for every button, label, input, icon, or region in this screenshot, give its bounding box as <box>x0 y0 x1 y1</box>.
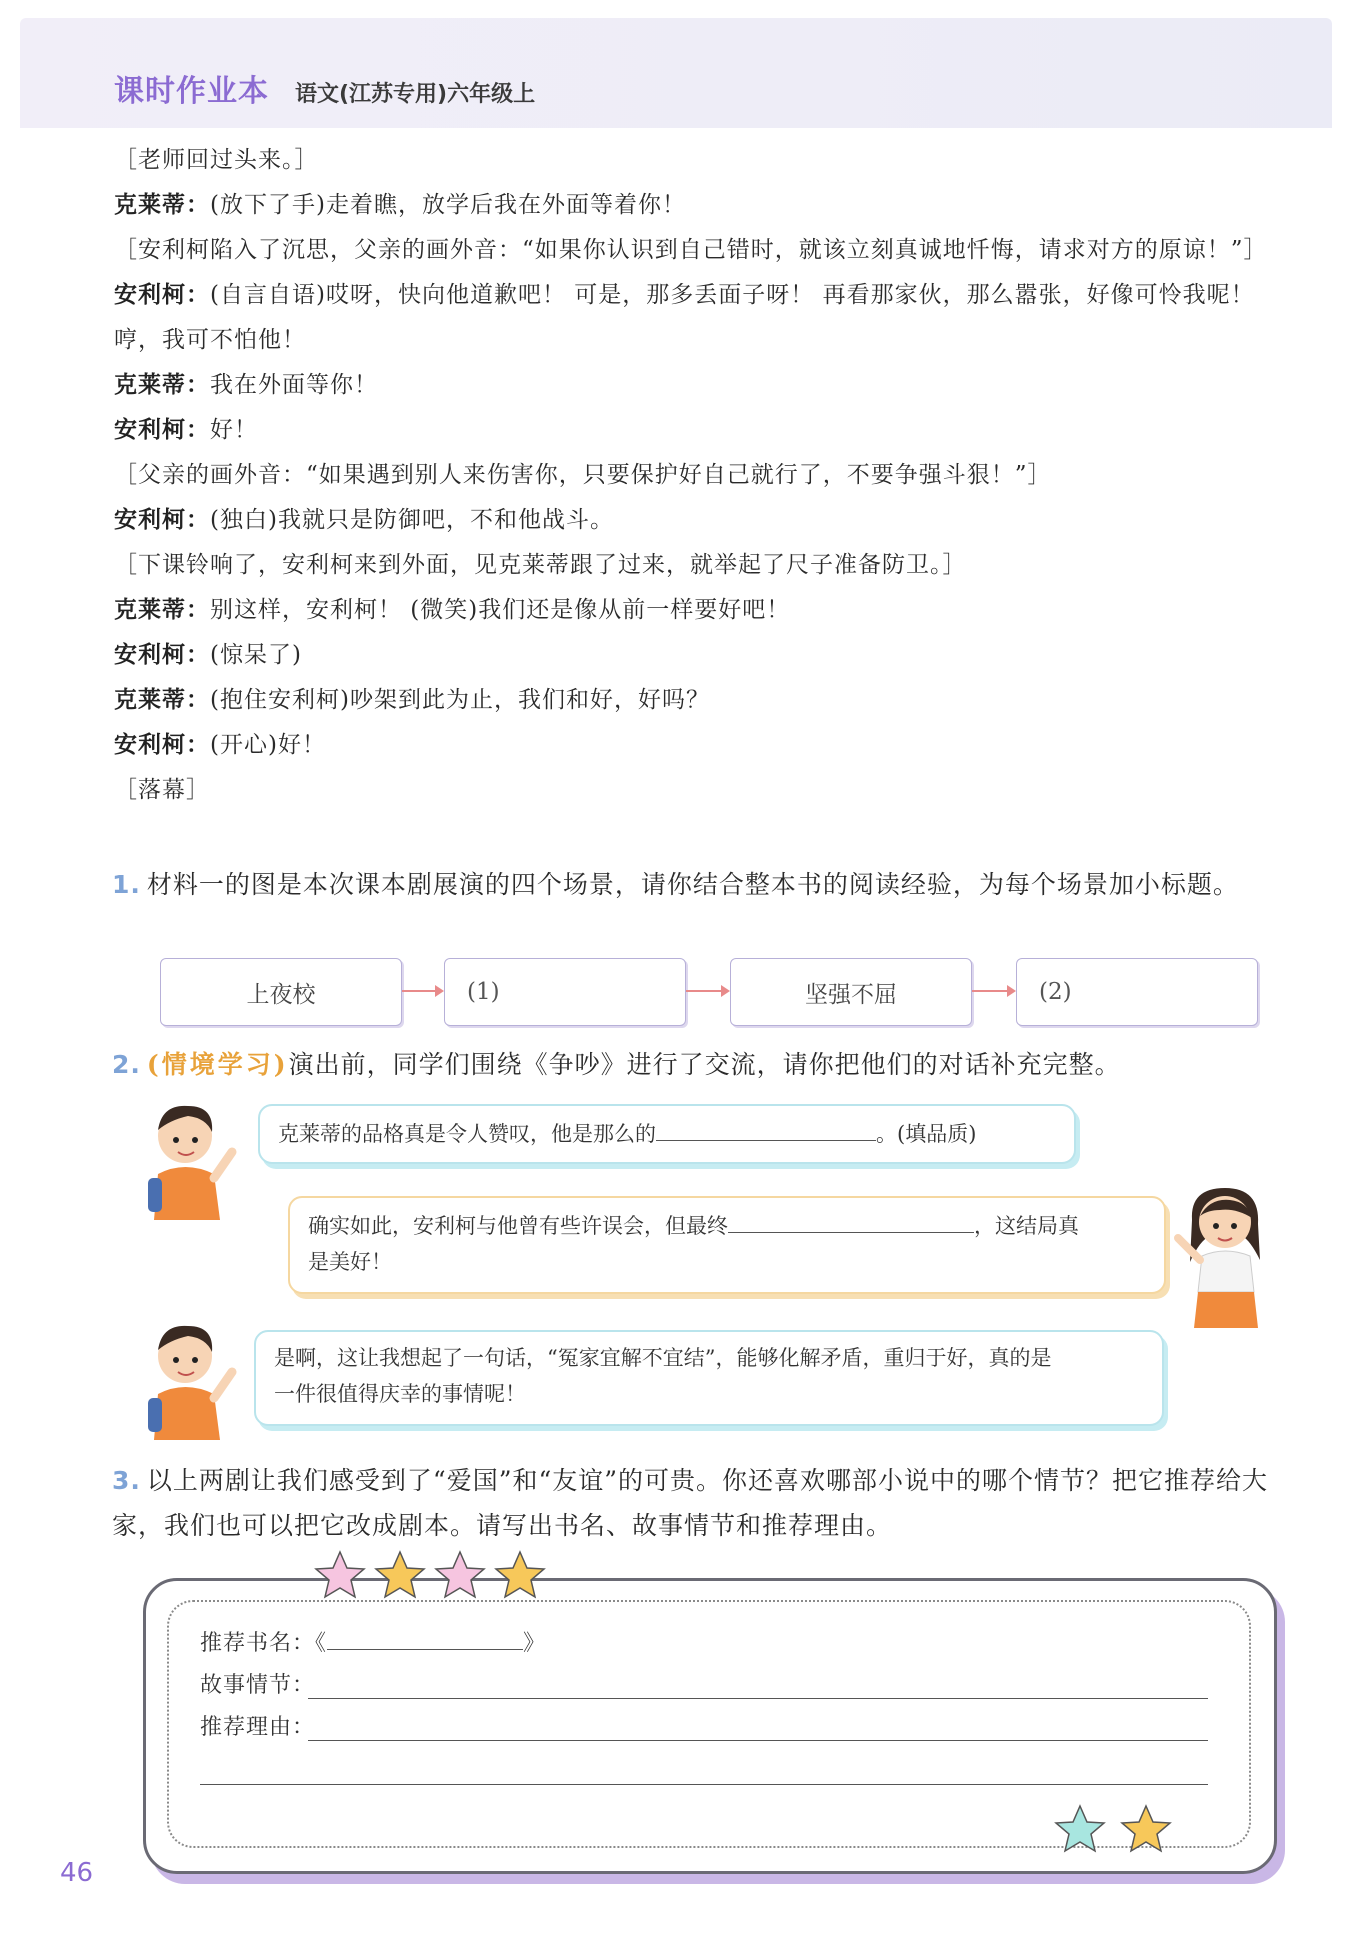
line-text: (自言自语)哎呀，快向他道歉吧！ 可是，那多丢面子呀！ 再看那家伙，那么嚣张，好像可怜我呢！ 哼，我可不怕他！ <box>114 282 1255 353</box>
question-2 <box>112 1042 1282 1087</box>
reason-label: 推荐理由： <box>200 1715 316 1740</box>
question-number: 2. <box>112 1050 141 1079</box>
arrow-icon <box>402 990 442 992</box>
speaker-name: 安利柯： <box>114 732 210 758</box>
script-line <box>114 138 1279 183</box>
scene-box-2[interactable]: (1) <box>444 958 686 1026</box>
question-3 <box>112 1458 1282 1548</box>
script-line <box>114 183 1279 228</box>
script-line <box>114 543 1279 588</box>
speaker-name: 安利柯： <box>114 642 210 668</box>
page-header <box>114 66 535 110</box>
scene-box-4[interactable]: (2) <box>1016 958 1258 1026</box>
situation-tag: (情境学习) <box>146 1050 289 1079</box>
line-text: ［落幕］ <box>114 777 210 803</box>
speaker-name: 安利柯： <box>114 282 210 308</box>
line-text: 我在外面等你！ <box>210 372 378 398</box>
star-decoration-icon <box>1050 1800 1180 1858</box>
question-text: 演出前，同学们围绕《争吵》进行了交流，请你把他们的对话补充完整。 <box>288 1050 1121 1079</box>
question-1 <box>112 862 1282 907</box>
dialog-bubble-1: 克莱蒂的品格真是令人赞叹，他是那么的 。(填品质) <box>258 1104 1076 1164</box>
line-text: ［下课铃响了，安利柯来到外面，见克莱蒂跟了过来，就举起了尺子准备防卫。］ <box>114 552 967 578</box>
arrow-icon <box>686 990 728 992</box>
boy-avatar <box>140 1318 240 1440</box>
book-name-row: 推荐书名：《 》 <box>200 1631 547 1656</box>
scene-box-3: 坚强不屈 <box>730 958 972 1026</box>
question-text: 以上两剧让我们感受到了“爱国”和“友谊”的可贵。你还喜欢哪部小说中的哪个情节？把它推荐给大家，我们也可以把它改成剧本。请写出书名、故事情节和推荐理由。 <box>112 1466 1269 1540</box>
script-line <box>114 768 1279 813</box>
question-number: 3. <box>112 1466 141 1495</box>
speaker-name: 克莱蒂： <box>114 687 210 713</box>
speaker-name: 安利柯： <box>114 417 210 443</box>
line-text: (开心)好！ <box>210 732 326 758</box>
script-line <box>114 273 1279 363</box>
boy-avatar <box>140 1098 240 1220</box>
play-script <box>114 138 1279 813</box>
question-number: 1. <box>112 870 141 899</box>
line-text: (放下了手)走着瞧，放学后我在外面等着你！ <box>210 192 686 218</box>
answer-blank[interactable] <box>656 1140 876 1141</box>
script-line <box>114 498 1279 543</box>
script-line <box>114 633 1279 678</box>
line-text: ［父亲的画外音：“如果遇到别人来伤害你，只要保护好自己就行了，不要争强斗狠！”］ <box>114 462 1052 488</box>
page-number: 46 <box>60 1858 94 1888</box>
script-line <box>114 408 1279 453</box>
dialog-bubble-2: 确实如此，安利柯与他曾有些许误会，但最终 ，这结局真 是美好！ <box>288 1196 1166 1294</box>
dialog-bubble-3: 是啊，这让我想起了一句话，“冤家宜解不宜结”，能够化解矛盾，重归于好，真的是 一件很值得庆幸的事情呢！ <box>254 1330 1164 1426</box>
speaker-name: 克莱蒂： <box>114 192 210 218</box>
script-line <box>114 723 1279 768</box>
script-line <box>114 228 1279 273</box>
subject-title: 语文(江苏专用)六年级上 <box>295 82 536 107</box>
plot-label: 故事情节： <box>200 1673 316 1698</box>
speaker-name: 克莱蒂： <box>114 372 210 398</box>
line-text: 别这样，安利柯！ (微笑)我们还是像从前一样要好吧！ <box>210 597 791 623</box>
plot-blank[interactable] <box>308 1698 1208 1699</box>
line-text: (抱住安利柯)吵架到此为止，我们和好，好吗？ <box>210 687 710 713</box>
script-line <box>114 453 1279 498</box>
girl-avatar <box>1170 1180 1280 1330</box>
arrow-icon <box>972 990 1014 992</box>
speaker-name: 克莱蒂： <box>114 597 210 623</box>
question-text: 材料一的图是本次课本剧展演的四个场景，请你结合整本书的阅读经验，为每个场景加小标题。 <box>146 870 1239 899</box>
line-text: (惊呆了) <box>210 642 302 668</box>
answer-blank[interactable] <box>728 1232 974 1233</box>
speaker-name: 安利柯： <box>114 507 210 533</box>
brand-title: 课时作业本 <box>114 74 269 109</box>
book-name-blank[interactable] <box>327 1649 523 1650</box>
reason-blank-2[interactable] <box>200 1784 1208 1785</box>
line-text: ［安利柯陷入了沉思，父亲的画外音：“如果你认识到自己错时，就该立刻真诚地忏悔，请求对方的原谅！”］ <box>114 237 1268 263</box>
line-text: (独白)我就只是防御吧，不和他战斗。 <box>210 507 614 533</box>
script-line <box>114 363 1279 408</box>
line-text: 好！ <box>210 417 258 443</box>
reason-blank[interactable] <box>308 1740 1208 1741</box>
star-decoration-icon <box>312 1548 562 1606</box>
scene-box-1: 上夜校 <box>160 958 402 1026</box>
script-line <box>114 588 1279 633</box>
line-text: ［老师回过头来。］ <box>114 147 319 173</box>
script-line <box>114 678 1279 723</box>
